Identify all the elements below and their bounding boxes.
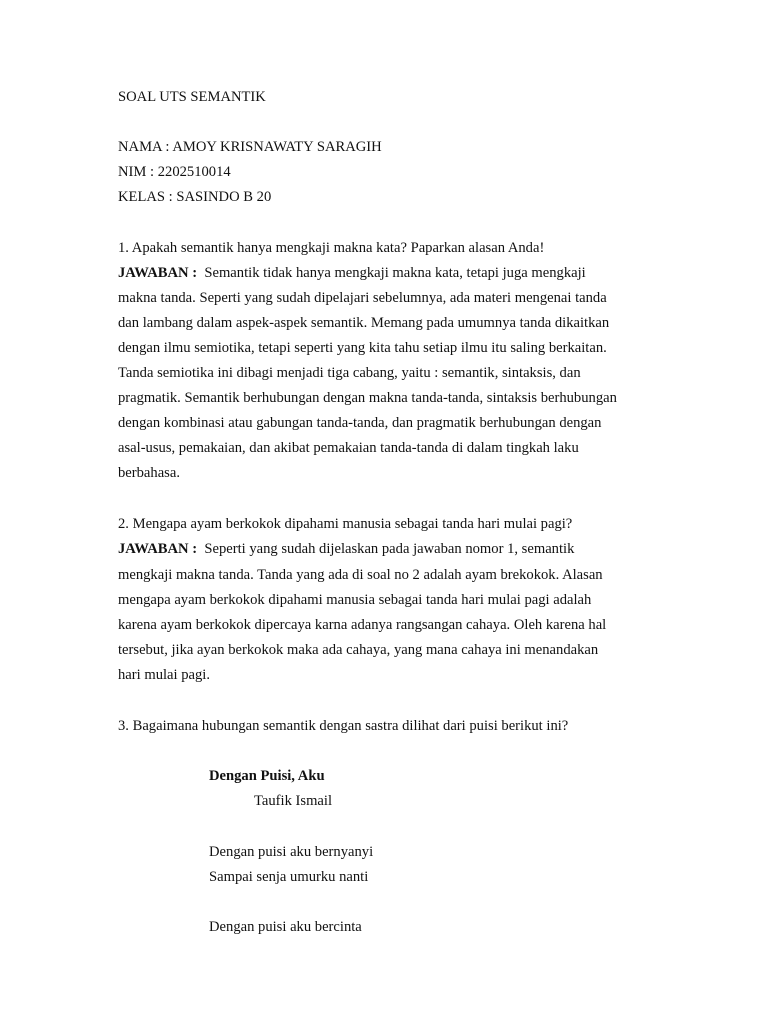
answer-1-line: Tanda semiotika ini dibagi menjadi tiga cabang, yaitu : semantik, sintaksis, dan [118,365,581,381]
answer-2-line: karena ayam berkokok dipercaya karna adanya rangsangan cahaya. Oleh karena hal [118,617,607,633]
document-title: SOAL UTS SEMANTIK [118,89,266,105]
student-nim: NIM : 2202510014 [118,164,231,180]
answer-2-line: hari mulai pagi. [118,667,210,683]
answer-2-line: mengapa ayam berkokok dipahami manusia sebagai tanda hari mulai pagi adalah [118,592,592,608]
answer-1-line: makna tanda. Seperti yang sudah dipelajari sebelumnya, ada materi mengenai tanda [118,290,607,306]
poem-author: Taufik Ismail [254,793,333,809]
answer-1-line: dan lambang dalam aspek-aspek semantik. Memang pada umumnya tanda dikaitkan [118,315,610,331]
question-1: 1. Apakah semantik hanya mengkaji makna kata? Paparkan alasan Anda! [118,240,545,256]
answer-1-text: Semantik tidak hanya mengkaji makna kata, tetapi juga mengkaji [204,265,586,281]
answer-1-first-line [118,264,586,282]
poem-line: Dengan puisi aku bernyanyi [209,844,374,860]
poem-line: Sampai senja umurku nanti [209,869,369,885]
student-class: KELAS : SASINDO B 20 [118,189,272,205]
answer-2-line: mengkaji makna tanda. Tanda yang ada di soal no 2 adalah ayam brekokok. Alasan [118,567,603,583]
answer-1-line: dengan ilmu semiotika, tetapi seperti yang kita tahu setiap ilmu itu saling berkaitan. [118,340,607,356]
student-name: NAMA : AMOY KRISNAWATY SARAGIH [118,139,382,155]
question-3: 3. Bagaimana hubungan semantik dengan sastra dilihat dari puisi berikut ini? [118,718,569,734]
answer-1-line: berbahasa. [118,465,180,481]
answer-2-first-line [118,540,574,558]
poem-line: Dengan puisi aku bercinta [209,919,362,935]
question-2: 2. Mengapa ayam berkokok dipahami manusia sebagai tanda hari mulai pagi? [118,516,573,532]
answer-label: JAWABAN : [118,541,198,557]
poem-title: Dengan Puisi, Aku [209,768,325,784]
answer-1-line: pragmatik. Semantik berhubungan dengan makna tanda-tanda, sintaksis berhubungan [118,390,617,406]
answer-label: JAWABAN : [118,265,198,281]
answer-1-line: dengan kombinasi atau gabungan tanda-tanda, dan pragmatik berhubungan dengan [118,415,602,431]
answer-2-line: tersebut, jika ayan berkokok maka ada cahaya, yang mana cahaya ini menandakan [118,642,599,658]
answer-2-text: Seperti yang sudah dijelaskan pada jawaban nomor 1, semantik [204,541,575,557]
answer-1-line: asal-usus, pemakaian, dan akibat pemakaian tanda-tanda di dalam tingkah laku [118,440,579,456]
